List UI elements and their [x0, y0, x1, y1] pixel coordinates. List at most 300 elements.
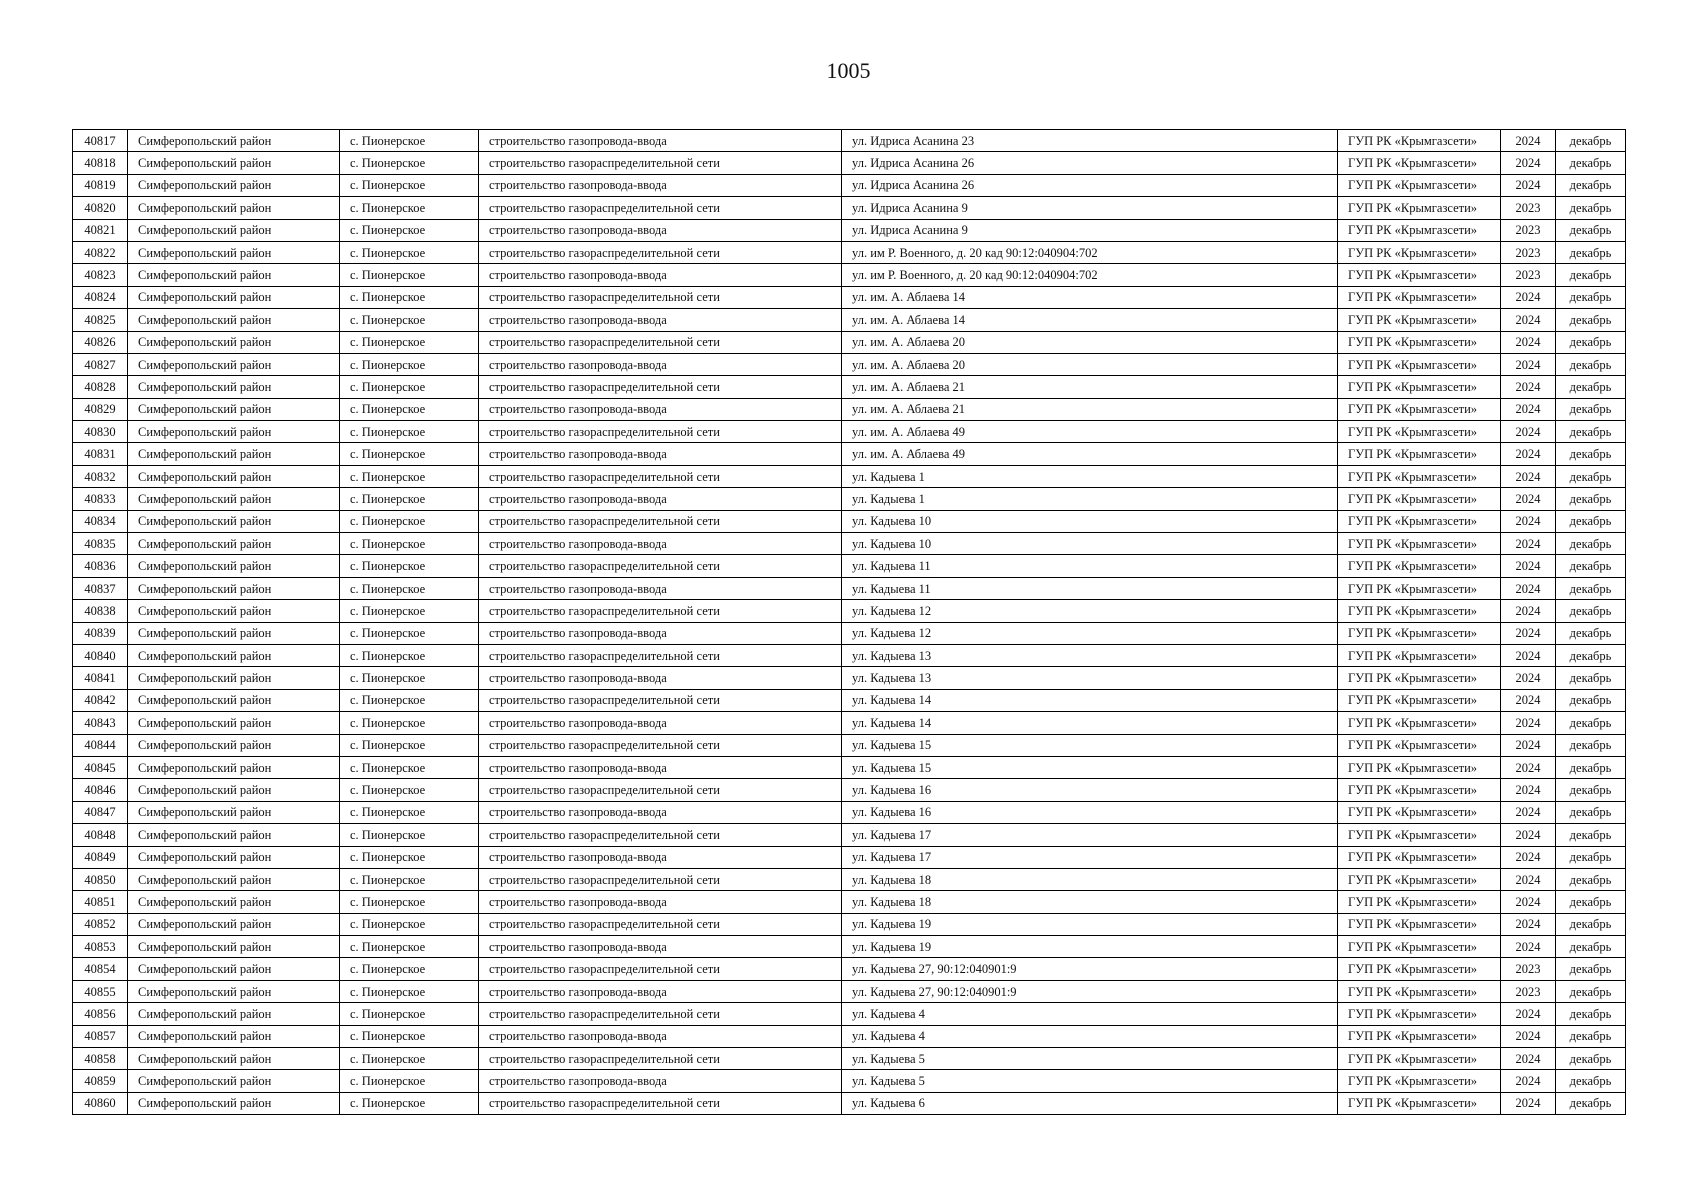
record-id-cell: 40837 — [73, 577, 128, 599]
table-row — [73, 219, 1626, 241]
village-cell: с. Пионерское — [340, 689, 479, 711]
village-cell: с. Пионерское — [340, 622, 479, 644]
district-cell: Симферопольский район — [128, 980, 340, 1002]
village-cell: с. Пионерское — [340, 465, 479, 487]
record-id-cell: 40860 — [73, 1092, 128, 1114]
year-cell: 2024 — [1501, 824, 1556, 846]
record-id-cell: 40854 — [73, 958, 128, 980]
organization-cell: ГУП РК «Крымгазсети» — [1338, 913, 1501, 935]
village-cell: с. Пионерское — [340, 644, 479, 666]
district-cell: Симферопольский район — [128, 779, 340, 801]
record-id-cell: 40819 — [73, 174, 128, 196]
district-cell: Симферопольский район — [128, 376, 340, 398]
village-cell: с. Пионерское — [340, 264, 479, 286]
record-id-cell: 40857 — [73, 1025, 128, 1047]
organization-cell: ГУП РК «Крымгазсети» — [1338, 174, 1501, 196]
address-cell: ул. Кадыева 27, 90:12:040901:9 — [842, 958, 1338, 980]
year-cell: 2024 — [1501, 421, 1556, 443]
village-cell: с. Пионерское — [340, 197, 479, 219]
record-id-cell: 40831 — [73, 443, 128, 465]
table-row — [73, 958, 1626, 980]
village-cell: с. Пионерское — [340, 1048, 479, 1070]
table-row — [73, 667, 1626, 689]
address-cell: ул. Кадыева 15 — [842, 734, 1338, 756]
work-type-cell: строительство газопровода-ввода — [479, 846, 842, 868]
district-cell: Симферопольский район — [128, 577, 340, 599]
year-cell: 2024 — [1501, 622, 1556, 644]
village-cell: с. Пионерское — [340, 913, 479, 935]
district-cell: Симферопольский район — [128, 331, 340, 353]
month-cell: декабрь — [1556, 219, 1626, 241]
registry-body — [73, 130, 1626, 1115]
table-row — [73, 622, 1626, 644]
table-row — [73, 241, 1626, 263]
month-cell: декабрь — [1556, 286, 1626, 308]
district-cell: Симферопольский район — [128, 1092, 340, 1114]
month-cell: декабрь — [1556, 936, 1626, 958]
organization-cell: ГУП РК «Крымгазсети» — [1338, 1048, 1501, 1070]
year-cell: 2023 — [1501, 197, 1556, 219]
table-row — [73, 488, 1626, 510]
work-type-cell: строительство газораспределительной сети — [479, 465, 842, 487]
village-cell: с. Пионерское — [340, 779, 479, 801]
work-type-cell: строительство газораспределительной сети — [479, 913, 842, 935]
village-cell: с. Пионерское — [340, 980, 479, 1002]
year-cell: 2024 — [1501, 846, 1556, 868]
address-cell: ул. Кадыева 1 — [842, 488, 1338, 510]
address-cell: ул. Кадыева 10 — [842, 533, 1338, 555]
table-row — [73, 936, 1626, 958]
organization-cell: ГУП РК «Крымгазсети» — [1338, 980, 1501, 1002]
record-id-cell: 40845 — [73, 756, 128, 778]
record-id-cell: 40830 — [73, 421, 128, 443]
address-cell: ул. Кадыева 4 — [842, 1003, 1338, 1025]
work-type-cell: строительство газопровода-ввода — [479, 130, 842, 152]
month-cell: декабрь — [1556, 891, 1626, 913]
table-row — [73, 331, 1626, 353]
table-row — [73, 1048, 1626, 1070]
month-cell: декабрь — [1556, 443, 1626, 465]
year-cell: 2024 — [1501, 465, 1556, 487]
organization-cell: ГУП РК «Крымгазсети» — [1338, 779, 1501, 801]
organization-cell: ГУП РК «Крымгазсети» — [1338, 465, 1501, 487]
organization-cell: ГУП РК «Крымгазсети» — [1338, 712, 1501, 734]
work-type-cell: строительство газопровода-ввода — [479, 936, 842, 958]
table-row — [73, 846, 1626, 868]
year-cell: 2023 — [1501, 241, 1556, 263]
year-cell: 2024 — [1501, 510, 1556, 532]
month-cell: декабрь — [1556, 824, 1626, 846]
month-cell: декабрь — [1556, 1070, 1626, 1092]
village-cell: с. Пионерское — [340, 331, 479, 353]
village-cell: с. Пионерское — [340, 555, 479, 577]
year-cell: 2024 — [1501, 130, 1556, 152]
address-cell: ул. Кадыева 18 — [842, 891, 1338, 913]
work-type-cell: строительство газопровода-ввода — [479, 801, 842, 823]
work-type-cell: строительство газопровода-ввода — [479, 309, 842, 331]
organization-cell: ГУП РК «Крымгазсети» — [1338, 756, 1501, 778]
month-cell: декабрь — [1556, 644, 1626, 666]
district-cell: Симферопольский район — [128, 756, 340, 778]
district-cell: Симферопольский район — [128, 600, 340, 622]
district-cell: Симферопольский район — [128, 667, 340, 689]
month-cell: декабрь — [1556, 421, 1626, 443]
year-cell: 2024 — [1501, 891, 1556, 913]
year-cell: 2024 — [1501, 779, 1556, 801]
district-cell: Симферопольский район — [128, 264, 340, 286]
organization-cell: ГУП РК «Крымгазсети» — [1338, 421, 1501, 443]
month-cell: декабрь — [1556, 801, 1626, 823]
address-cell: ул. Идриса Асанина 23 — [842, 130, 1338, 152]
village-cell: с. Пионерское — [340, 421, 479, 443]
organization-cell: ГУП РК «Крымгазсети» — [1338, 936, 1501, 958]
work-type-cell: строительство газопровода-ввода — [479, 577, 842, 599]
organization-cell: ГУП РК «Крымгазсети» — [1338, 533, 1501, 555]
village-cell: с. Пионерское — [340, 734, 479, 756]
table-row — [73, 130, 1626, 152]
district-cell: Симферопольский район — [128, 465, 340, 487]
year-cell: 2024 — [1501, 868, 1556, 890]
year-cell: 2024 — [1501, 1003, 1556, 1025]
address-cell: ул. им. А. Аблаева 20 — [842, 353, 1338, 375]
district-cell: Симферопольский район — [128, 174, 340, 196]
year-cell: 2024 — [1501, 1048, 1556, 1070]
address-cell: ул. Кадыева 11 — [842, 577, 1338, 599]
address-cell: ул. им. А. Аблаева 21 — [842, 376, 1338, 398]
record-id-cell: 40826 — [73, 331, 128, 353]
month-cell: декабрь — [1556, 712, 1626, 734]
month-cell: декабрь — [1556, 779, 1626, 801]
month-cell: декабрь — [1556, 846, 1626, 868]
address-cell: ул. им. А. Аблаева 49 — [842, 443, 1338, 465]
month-cell: декабрь — [1556, 510, 1626, 532]
record-id-cell: 40835 — [73, 533, 128, 555]
month-cell: декабрь — [1556, 1003, 1626, 1025]
organization-cell: ГУП РК «Крымгазсети» — [1338, 600, 1501, 622]
organization-cell: ГУП РК «Крымгазсети» — [1338, 891, 1501, 913]
record-id-cell: 40843 — [73, 712, 128, 734]
organization-cell: ГУП РК «Крымгазсети» — [1338, 1070, 1501, 1092]
organization-cell: ГУП РК «Крымгазсети» — [1338, 264, 1501, 286]
organization-cell: ГУП РК «Крымгазсети» — [1338, 1092, 1501, 1114]
address-cell: ул. Идриса Асанина 26 — [842, 174, 1338, 196]
year-cell: 2024 — [1501, 174, 1556, 196]
table-row — [73, 1070, 1626, 1092]
organization-cell: ГУП РК «Крымгазсети» — [1338, 622, 1501, 644]
year-cell: 2024 — [1501, 600, 1556, 622]
record-id-cell: 40833 — [73, 488, 128, 510]
table-row — [73, 689, 1626, 711]
village-cell: с. Пионерское — [340, 533, 479, 555]
village-cell: с. Пионерское — [340, 130, 479, 152]
district-cell: Симферопольский район — [128, 734, 340, 756]
organization-cell: ГУП РК «Крымгазсети» — [1338, 689, 1501, 711]
district-cell: Симферопольский район — [128, 801, 340, 823]
district-cell: Симферопольский район — [128, 421, 340, 443]
month-cell: декабрь — [1556, 577, 1626, 599]
year-cell: 2024 — [1501, 331, 1556, 353]
village-cell: с. Пионерское — [340, 241, 479, 263]
address-cell: ул. Кадыева 5 — [842, 1070, 1338, 1092]
village-cell: с. Пионерское — [340, 174, 479, 196]
organization-cell: ГУП РК «Крымгазсети» — [1338, 443, 1501, 465]
district-cell: Симферопольский район — [128, 846, 340, 868]
year-cell: 2024 — [1501, 1025, 1556, 1047]
work-type-cell: строительство газораспределительной сети — [479, 824, 842, 846]
village-cell: с. Пионерское — [340, 958, 479, 980]
address-cell: ул. Кадыева 12 — [842, 600, 1338, 622]
year-cell: 2024 — [1501, 443, 1556, 465]
village-cell: с. Пионерское — [340, 443, 479, 465]
village-cell: с. Пионерское — [340, 398, 479, 420]
address-cell: ул. Кадыева 18 — [842, 868, 1338, 890]
address-cell: ул. им Р. Военного, д. 20 кад 90:12:040904:702 — [842, 264, 1338, 286]
village-cell: с. Пионерское — [340, 353, 479, 375]
record-id-cell: 40849 — [73, 846, 128, 868]
district-cell: Симферопольский район — [128, 533, 340, 555]
record-id-cell: 40858 — [73, 1048, 128, 1070]
organization-cell: ГУП РК «Крымгазсети» — [1338, 824, 1501, 846]
record-id-cell: 40839 — [73, 622, 128, 644]
year-cell: 2024 — [1501, 152, 1556, 174]
record-id-cell: 40856 — [73, 1003, 128, 1025]
address-cell: ул. им. А. Аблаева 49 — [842, 421, 1338, 443]
work-type-cell: строительство газопровода-ввода — [479, 533, 842, 555]
record-id-cell: 40855 — [73, 980, 128, 1002]
month-cell: декабрь — [1556, 264, 1626, 286]
work-type-cell: строительство газораспределительной сети — [479, 1092, 842, 1114]
month-cell: декабрь — [1556, 152, 1626, 174]
village-cell: с. Пионерское — [340, 801, 479, 823]
table-row — [73, 421, 1626, 443]
village-cell: с. Пионерское — [340, 1025, 479, 1047]
record-id-cell: 40818 — [73, 152, 128, 174]
work-type-cell: строительство газораспределительной сети — [479, 421, 842, 443]
work-type-cell: строительство газопровода-ввода — [479, 174, 842, 196]
district-cell: Симферопольский район — [128, 1048, 340, 1070]
address-cell: ул. им. А. Аблаева 14 — [842, 309, 1338, 331]
table-row — [73, 286, 1626, 308]
year-cell: 2023 — [1501, 219, 1556, 241]
record-id-cell: 40852 — [73, 913, 128, 935]
village-cell: с. Пионерское — [340, 488, 479, 510]
work-type-cell: строительство газораспределительной сети — [479, 555, 842, 577]
organization-cell: ГУП РК «Крымгазсети» — [1338, 488, 1501, 510]
address-cell: ул. Кадыева 11 — [842, 555, 1338, 577]
address-cell: ул. Кадыева 13 — [842, 644, 1338, 666]
work-type-cell: строительство газопровода-ввода — [479, 1070, 842, 1092]
district-cell: Симферопольский район — [128, 555, 340, 577]
table-row — [73, 443, 1626, 465]
table-row — [73, 197, 1626, 219]
work-type-cell: строительство газораспределительной сети — [479, 779, 842, 801]
organization-cell: ГУП РК «Крымгазсети» — [1338, 801, 1501, 823]
table-row — [73, 1025, 1626, 1047]
record-id-cell: 40842 — [73, 689, 128, 711]
record-id-cell: 40851 — [73, 891, 128, 913]
table-row — [73, 264, 1626, 286]
table-row — [73, 1092, 1626, 1114]
year-cell: 2024 — [1501, 376, 1556, 398]
address-cell: ул. Кадыева 15 — [842, 756, 1338, 778]
month-cell: декабрь — [1556, 913, 1626, 935]
month-cell: декабрь — [1556, 1025, 1626, 1047]
table-row — [73, 152, 1626, 174]
month-cell: декабрь — [1556, 331, 1626, 353]
table-row — [73, 510, 1626, 532]
year-cell: 2023 — [1501, 958, 1556, 980]
record-id-cell: 40840 — [73, 644, 128, 666]
village-cell: с. Пионерское — [340, 286, 479, 308]
address-cell: ул. Идриса Асанина 9 — [842, 197, 1338, 219]
address-cell: ул. Кадыева 14 — [842, 689, 1338, 711]
organization-cell: ГУП РК «Крымгазсети» — [1338, 152, 1501, 174]
record-id-cell: 40834 — [73, 510, 128, 532]
year-cell: 2024 — [1501, 353, 1556, 375]
table-row — [73, 712, 1626, 734]
record-id-cell: 40841 — [73, 667, 128, 689]
village-cell: с. Пионерское — [340, 152, 479, 174]
table-row — [73, 353, 1626, 375]
district-cell: Симферопольский район — [128, 958, 340, 980]
year-cell: 2024 — [1501, 801, 1556, 823]
work-type-cell: строительство газораспределительной сети — [479, 868, 842, 890]
district-cell: Симферопольский район — [128, 644, 340, 666]
work-type-cell: строительство газопровода-ввода — [479, 488, 842, 510]
address-cell: ул. им Р. Военного, д. 20 кад 90:12:040904:702 — [842, 241, 1338, 263]
work-type-cell: строительство газораспределительной сети — [479, 510, 842, 532]
year-cell: 2023 — [1501, 980, 1556, 1002]
district-cell: Симферопольский район — [128, 152, 340, 174]
district-cell: Симферопольский район — [128, 309, 340, 331]
organization-cell: ГУП РК «Крымгазсети» — [1338, 958, 1501, 980]
work-type-cell: строительство газораспределительной сети — [479, 958, 842, 980]
year-cell: 2024 — [1501, 667, 1556, 689]
village-cell: с. Пионерское — [340, 1092, 479, 1114]
organization-cell: ГУП РК «Крымгазсети» — [1338, 286, 1501, 308]
table-row — [73, 913, 1626, 935]
month-cell: декабрь — [1556, 1048, 1626, 1070]
table-row — [73, 868, 1626, 890]
record-id-cell: 40828 — [73, 376, 128, 398]
address-cell: ул. Идриса Асанина 9 — [842, 219, 1338, 241]
village-cell: с. Пионерское — [340, 1070, 479, 1092]
record-id-cell: 40827 — [73, 353, 128, 375]
work-type-cell: строительство газораспределительной сети — [479, 331, 842, 353]
address-cell: ул. Кадыева 4 — [842, 1025, 1338, 1047]
address-cell: ул. Кадыева 27, 90:12:040901:9 — [842, 980, 1338, 1002]
district-cell: Симферопольский район — [128, 891, 340, 913]
table-row — [73, 891, 1626, 913]
year-cell: 2024 — [1501, 756, 1556, 778]
district-cell: Симферопольский район — [128, 712, 340, 734]
year-cell: 2024 — [1501, 712, 1556, 734]
year-cell: 2024 — [1501, 1070, 1556, 1092]
month-cell: декабрь — [1556, 958, 1626, 980]
month-cell: декабрь — [1556, 174, 1626, 196]
record-id-cell: 40850 — [73, 868, 128, 890]
organization-cell: ГУП РК «Крымгазсети» — [1338, 376, 1501, 398]
address-cell: ул. Кадыева 13 — [842, 667, 1338, 689]
month-cell: декабрь — [1556, 667, 1626, 689]
organization-cell: ГУП РК «Крымгазсети» — [1338, 219, 1501, 241]
village-cell: с. Пионерское — [340, 577, 479, 599]
record-id-cell: 40847 — [73, 801, 128, 823]
district-cell: Симферопольский район — [128, 286, 340, 308]
organization-cell: ГУП РК «Крымгазсети» — [1338, 130, 1501, 152]
organization-cell: ГУП РК «Крымгазсети» — [1338, 1025, 1501, 1047]
table-row — [73, 398, 1626, 420]
year-cell: 2024 — [1501, 286, 1556, 308]
table-row — [73, 980, 1626, 1002]
organization-cell: ГУП РК «Крымгазсети» — [1338, 644, 1501, 666]
table-row — [73, 533, 1626, 555]
work-type-cell: строительство газораспределительной сети — [479, 600, 842, 622]
record-id-cell: 40817 — [73, 130, 128, 152]
year-cell: 2024 — [1501, 577, 1556, 599]
address-cell: ул. им. А. Аблаева 20 — [842, 331, 1338, 353]
village-cell: с. Пионерское — [340, 824, 479, 846]
address-cell: ул. Кадыева 1 — [842, 465, 1338, 487]
work-type-cell: строительство газопровода-ввода — [479, 1025, 842, 1047]
page-number: 1005 — [826, 58, 871, 83]
record-id-cell: 40844 — [73, 734, 128, 756]
work-type-cell: строительство газораспределительной сети — [479, 197, 842, 219]
organization-cell: ГУП РК «Крымгазсети» — [1338, 398, 1501, 420]
village-cell: с. Пионерское — [340, 868, 479, 890]
village-cell: с. Пионерское — [340, 846, 479, 868]
record-id-cell: 40853 — [73, 936, 128, 958]
work-type-cell: строительство газопровода-ввода — [479, 353, 842, 375]
table-row — [73, 577, 1626, 599]
work-type-cell: строительство газораспределительной сети — [479, 286, 842, 308]
organization-cell: ГУП РК «Крымгазсети» — [1338, 309, 1501, 331]
work-type-cell: строительство газораспределительной сети — [479, 734, 842, 756]
village-cell: с. Пионерское — [340, 309, 479, 331]
year-cell: 2024 — [1501, 398, 1556, 420]
year-cell: 2024 — [1501, 644, 1556, 666]
table-row — [73, 1003, 1626, 1025]
year-cell: 2024 — [1501, 555, 1556, 577]
village-cell: с. Пионерское — [340, 1003, 479, 1025]
organization-cell: ГУП РК «Крымгазсети» — [1338, 667, 1501, 689]
district-cell: Симферопольский район — [128, 622, 340, 644]
village-cell: с. Пионерское — [340, 376, 479, 398]
month-cell: декабрь — [1556, 600, 1626, 622]
year-cell: 2023 — [1501, 264, 1556, 286]
district-cell: Симферопольский район — [128, 219, 340, 241]
month-cell: декабрь — [1556, 197, 1626, 219]
village-cell: с. Пионерское — [340, 712, 479, 734]
work-type-cell: строительство газопровода-ввода — [479, 622, 842, 644]
work-type-cell: строительство газопровода-ввода — [479, 980, 842, 1002]
organization-cell: ГУП РК «Крымгазсети» — [1338, 734, 1501, 756]
village-cell: с. Пионерское — [340, 600, 479, 622]
district-cell: Симферопольский район — [128, 398, 340, 420]
record-id-cell: 40824 — [73, 286, 128, 308]
organization-cell: ГУП РК «Крымгазсети» — [1338, 846, 1501, 868]
record-id-cell: 40846 — [73, 779, 128, 801]
village-cell: с. Пионерское — [340, 936, 479, 958]
address-cell: ул. Кадыева 16 — [842, 801, 1338, 823]
table-row — [73, 555, 1626, 577]
month-cell: декабрь — [1556, 376, 1626, 398]
table-row — [73, 756, 1626, 778]
month-cell: декабрь — [1556, 689, 1626, 711]
table-row — [73, 779, 1626, 801]
year-cell: 2024 — [1501, 1092, 1556, 1114]
year-cell: 2024 — [1501, 936, 1556, 958]
